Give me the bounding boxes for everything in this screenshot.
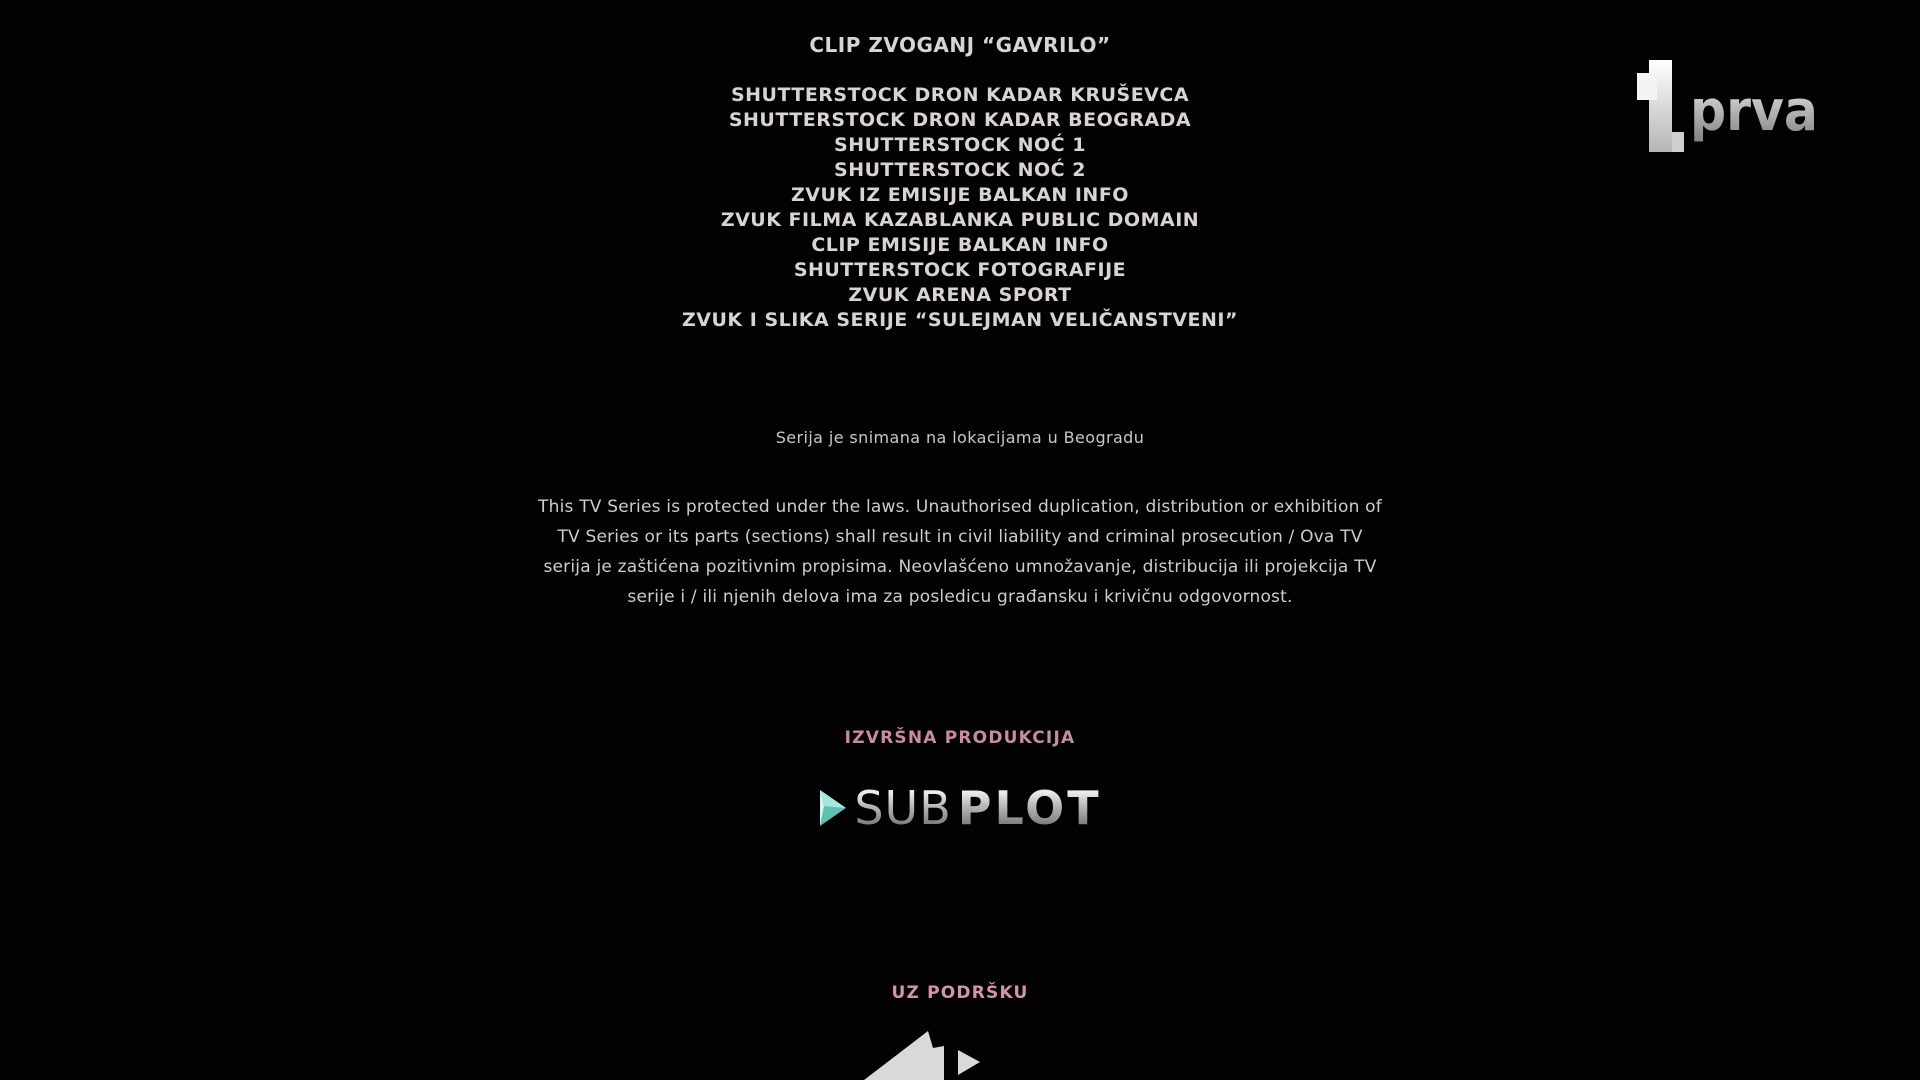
credit-line: ZVUK IZ EMISIJE BALKAN INFO xyxy=(791,184,1129,206)
credit-line: SHUTTERSTOCK DRON KADAR BEOGRADA xyxy=(728,109,1192,131)
legal-line: TV Series or its parts (sections) shall result in civil liability and criminal prosecution / Ova TV xyxy=(557,527,1363,547)
legal-line: serije i / ili njenih delova ima za posledicu građansku i krivičnu odgovornost. xyxy=(627,587,1293,607)
subplot-play-icon xyxy=(818,788,848,828)
sponsor-logo-partial xyxy=(840,1025,1080,1080)
subplot-logo-text-plot: PLOT xyxy=(957,781,1102,835)
credit-line: ZVUK ARENA SPORT xyxy=(848,284,1072,306)
filming-location-note: Serija je snimana na lokacijama u Beogradu xyxy=(775,428,1145,447)
subplot-logo xyxy=(0,779,1920,837)
subplot-logo-text-sub: SUB xyxy=(854,781,952,835)
executive-production-heading: IZVRŠNA PRODUKCIJA xyxy=(844,728,1076,748)
credit-line: SHUTTERSTOCK NOĆ 2 xyxy=(834,159,1086,181)
credit-line: ZVUK FILMA KAZABLANKA PUBLIC DOMAIN xyxy=(720,209,1200,231)
legal-line: This TV Series is protected under the laws. Unauthorised duplication, distribution or exhibition of xyxy=(538,497,1382,517)
prva-channel-logo xyxy=(1633,58,1833,158)
legal-disclaimer xyxy=(0,492,1920,612)
prva-wordmark: prva xyxy=(1690,79,1818,144)
prva-one-glyph xyxy=(1637,60,1684,152)
support-heading: UZ PODRŠKU xyxy=(891,983,1029,1003)
credits-clip-title: CLIP ZVOGANJ “GAVRILO” xyxy=(809,33,1111,57)
credit-line: SHUTTERSTOCK FOTOGRAFIJE xyxy=(793,259,1127,281)
credit-line: SHUTTERSTOCK NOĆ 1 xyxy=(834,134,1086,156)
credits-source-list xyxy=(0,83,1920,333)
credit-line: CLIP EMISIJE BALKAN INFO xyxy=(811,234,1109,256)
credit-line: ZVUK I SLIKA SERIJE “SULEJMAN VELIČANSTVENI” xyxy=(682,309,1238,331)
credit-line: SHUTTERSTOCK DRON KADAR KRUŠEVCA xyxy=(730,84,1190,106)
legal-line: serija je zaštićena pozitivnim propisima. Neovlašćeno umnožavanje, distribucija ili projekcija TV xyxy=(543,557,1377,577)
